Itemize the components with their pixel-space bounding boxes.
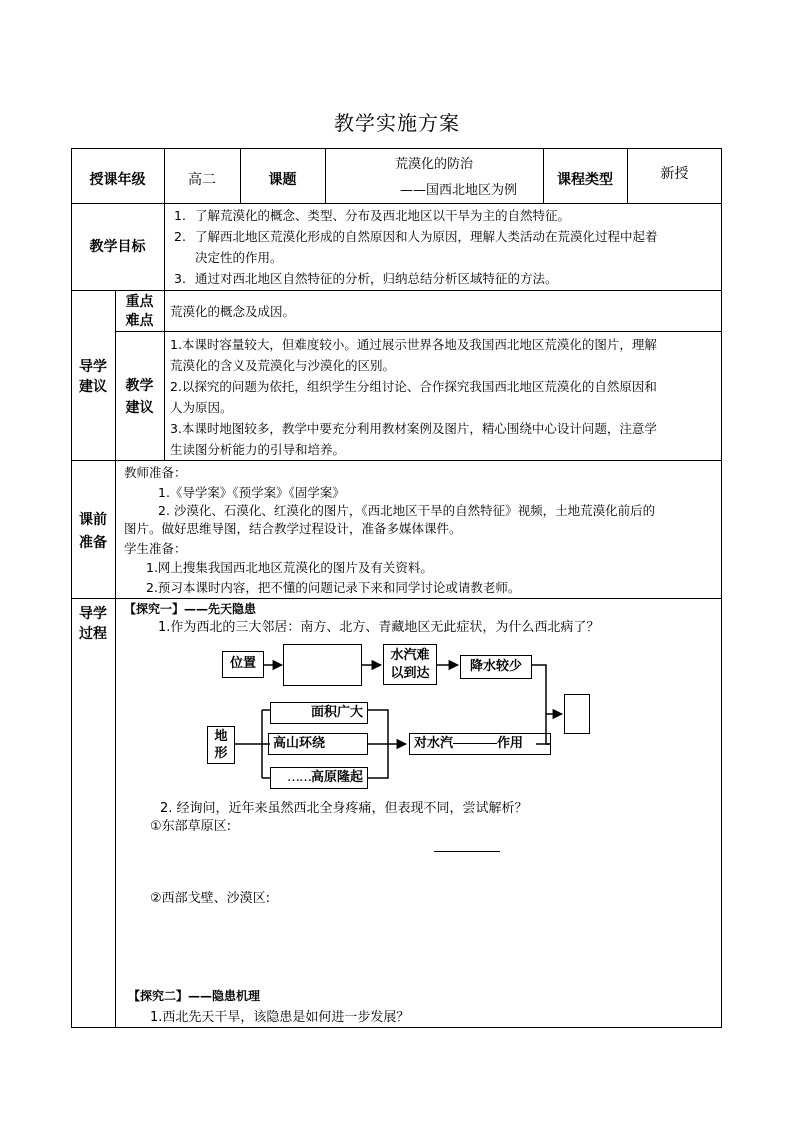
vapor-effect-box xyxy=(409,733,551,755)
east-grassland-label: ①东部草原区: xyxy=(150,819,232,834)
row-divider xyxy=(115,331,722,332)
guide-label-2: 建议 xyxy=(79,379,107,395)
objective-text-1: 了解荒漠化的概念、类型、分布及西北地区以干旱为主的自然特征。 xyxy=(195,208,571,223)
grade-label: 授课年级 xyxy=(89,172,146,188)
teacher-prep-heading: 教师准备： xyxy=(124,465,187,480)
question-2: 2. 经询问，近年来虽然西北全身疼痛，但表现不同，尝试解析？ xyxy=(160,801,528,816)
terrain-box xyxy=(207,726,235,764)
topic-line1: 荒漠化的防治 xyxy=(394,157,473,172)
teach-line: 3.本课时地图较多，教学中要充分利用教材案例及图片，精心围绕中心设计问题，注意学 xyxy=(170,421,657,436)
row-divider xyxy=(71,203,722,204)
objective-text-2: 了解西北地区荒漠化形成的自然原因和人为原因，理解人类活动在荒漠化过程中起着 xyxy=(195,229,658,244)
grade-value: 高二 xyxy=(188,172,216,188)
teacher-prep-2b: 图片。做好思维导图，结合教学过程设计，准备多媒体课件。 xyxy=(124,521,462,536)
guide-label-1: 导学 xyxy=(79,359,107,375)
teacher-prep-2a: 2. 沙漠化、石漠化、红漠化的图片，《西北地区干旱的自然特征》视频，土地荒漠化前后的 xyxy=(158,503,656,518)
teach-line: 荒漠化的含义及荒漠化与沙漠化的区别。 xyxy=(170,358,396,373)
area-large-box xyxy=(270,702,368,724)
type-value: 新授 xyxy=(660,166,689,182)
vapor-hard-box xyxy=(383,644,437,685)
rain-less-box: 降水较少 xyxy=(460,655,532,679)
key-text: 荒漠化的概念及成因。 xyxy=(170,304,296,319)
blank-cause-box[interactable] xyxy=(283,644,362,686)
vapor-effect-b: 作用 xyxy=(497,736,524,751)
col-divider xyxy=(164,290,165,460)
process-label-2: 过程 xyxy=(79,626,107,642)
student-prep-heading: 学生准备： xyxy=(124,541,187,556)
student-prep-1: 1.网上搜集我国西北地区荒漠化的图片及有关资料。 xyxy=(146,560,433,575)
explore2-title: 【探究二】——隐患机理 xyxy=(128,989,261,1003)
answer-blank-line[interactable] xyxy=(434,851,500,852)
terrain-line2: 形 xyxy=(214,746,228,761)
explore1-title: 【探究一】——先天隐患 xyxy=(124,602,257,616)
objectives-label: 教学目标 xyxy=(89,239,146,255)
process-label-1: 导学 xyxy=(79,606,107,622)
prep-label-1: 课前 xyxy=(79,512,107,528)
key-label-1: 重点 xyxy=(125,294,154,310)
objective-num-3: 3. xyxy=(174,271,186,286)
type-label: 课程类型 xyxy=(557,172,613,188)
objective-text-3: 通过对西北地区自然特征的分析，归纳总结分析区域特征的方法。 xyxy=(195,271,558,286)
objective-text-2b: 决定性的作用。 xyxy=(195,250,283,265)
col-divider xyxy=(115,460,116,1028)
teach-line: 2.以探究的问题为依托，组织学生分组讨论、合作探究我国西北地区荒漠化的自然原因和 xyxy=(170,379,657,394)
teach-label-2: 建议 xyxy=(125,400,154,416)
vapor-effect-a: 对水汽 xyxy=(414,736,454,751)
teach-line: 生读图分析能力的引导和培养。 xyxy=(170,442,346,457)
teacher-prep-1: 1.《导学案》《预学案》《固学案》 xyxy=(158,485,345,500)
terrain-line1: 地 xyxy=(214,729,228,744)
document-title: 教学实施方案 xyxy=(334,111,460,135)
area-large-text: 面积广大 xyxy=(310,705,363,720)
connector-line xyxy=(532,665,546,714)
topic-line2: ——国西北地区为例 xyxy=(400,183,518,198)
teach-line: 人为原因。 xyxy=(170,400,233,415)
vapor-hard-line2: 以到达 xyxy=(390,666,430,681)
question-1: 1.作为西北的三大邻居：南方、北方、青藏地区无此症状，为什么西北病了？ xyxy=(158,620,600,635)
vapor-effect-blank[interactable] xyxy=(453,743,497,744)
row-divider xyxy=(71,290,722,291)
teach-line: 1.本课时容量较大，但难度较小。通过展示世界各地及我国西北地区荒漠化的图片，理解 xyxy=(170,337,657,352)
plateau-blank: …… xyxy=(286,770,311,785)
result-blank-box[interactable] xyxy=(564,694,590,734)
mountains-box: 高山环绕 xyxy=(268,733,368,755)
prep-label-2: 准备 xyxy=(79,535,107,551)
student-prep-2: 2.预习本课时内容，把不懂的问题记录下来和同学讨论或请教老师。 xyxy=(146,580,521,595)
plateau-box xyxy=(270,767,368,789)
objective-num-2: 2. xyxy=(174,229,186,244)
west-desert-label: ②西部戈壁、沙漠区: xyxy=(150,891,271,906)
plateau-text: 高原隆起 xyxy=(310,770,363,785)
row-divider xyxy=(71,460,722,461)
location-box: 位置 xyxy=(222,651,264,678)
key-label-2: 难点 xyxy=(125,313,154,329)
topic-label: 课题 xyxy=(268,172,297,188)
question-3: 1.西北先天干旱，该隐患是如何进一步发展？ xyxy=(150,1010,410,1025)
objective-num-1: 1. xyxy=(174,208,186,223)
vapor-hard-line1: 水汽难 xyxy=(390,648,430,663)
teach-label-1: 教学 xyxy=(125,378,154,394)
